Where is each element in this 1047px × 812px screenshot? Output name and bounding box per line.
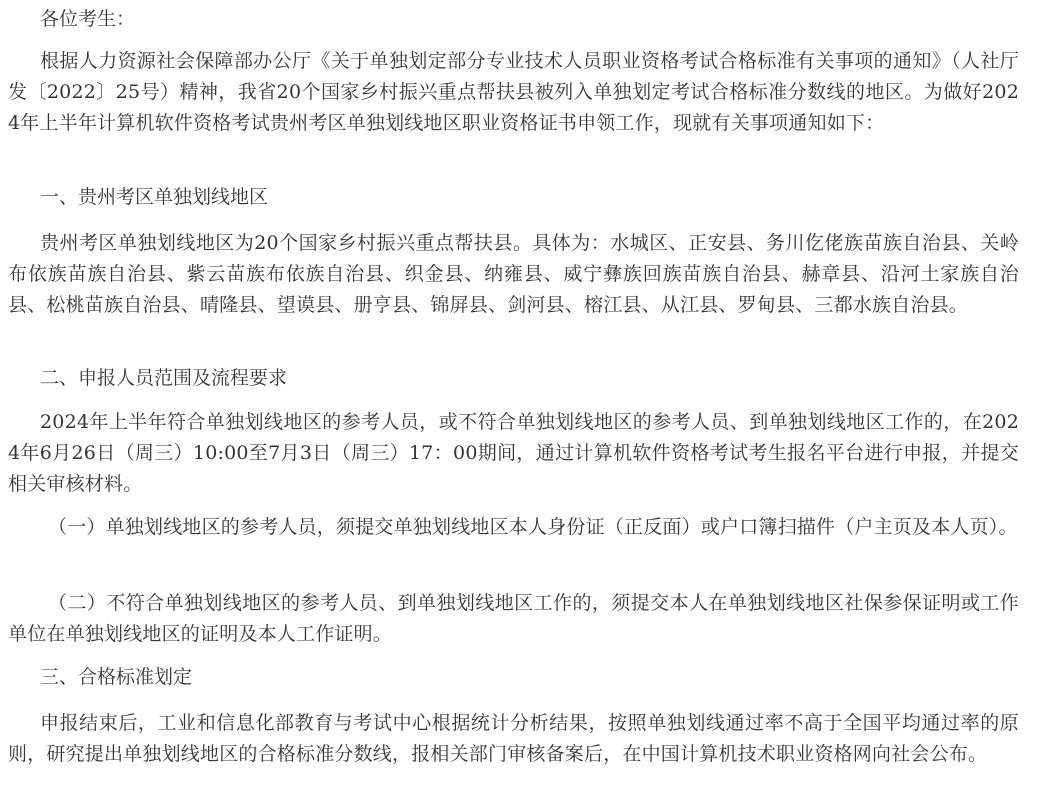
section-1-body: 贵州考区单独划线地区为20个国家乡村振兴重点帮扶县。具体为：水城区、正安县、务川仡佬族苗族自治县、关岭布依族苗族自治县、紫云苗族布依族自治县、织金县、纳雍县、威宁彝族回族苗族自治县、赫章县、沿河土家族自治县、松桃苗族自治县、晴隆县、望谟县、册亨县、锦屏县、剑河县、榕江县、从江县、罗甸县、三都水族自治县。 bbox=[8, 232, 1019, 316]
salutation: 各位考生： bbox=[40, 8, 136, 30]
section-2-body: 2024年上半年符合单独划线地区的参考人员，或不符合单独划线地区的参考人员、到单独划线地区工作的，在2024年6月26日（周三）10:00至7月3日（周三）17：00期间，通过计算机软件资格考试考生报名平台进行申报，并提交相关审核材料。 bbox=[8, 411, 1019, 495]
section-2-heading: 二、申报人员范围及流程要求 bbox=[40, 367, 288, 389]
section-2-item-1: （一）单独划线地区的参考人员，须提交单独划线地区本人身份证（正反面）或户口簿扫描件（户主页及本人页）。 bbox=[48, 516, 1018, 538]
section-1-heading: 一、贵州考区单独划线地区 bbox=[40, 186, 269, 208]
section-3-heading: 三、合格标准划定 bbox=[40, 666, 193, 688]
section-3-body: 申报结束后，工业和信息化部教育与考试中心根据统计分析结果，按照单独划线通过率不高于全国平均通过率的原则，研究提出单独划线地区的合格标准分数线，报相关部门审核备案后，在中国计算机技术职业资格网向社会公布。 bbox=[8, 712, 1019, 765]
section-2-item-2: （二）不符合单独划线地区的参考人员、到单独划线地区工作的，须提交本人在单独划线地区社保参保证明或工作单位在单独划线地区的证明及本人工作证明。 bbox=[8, 592, 1019, 645]
intro-paragraph: 根据人力资源社会保障部办公厅《关于单独划定部分专业技术人员职业资格考试合格标准有关事项的通知》（人社厅发〔2022〕25号）精神，我省20个国家乡村振兴重点帮扶县被列入单独划定考试合格标准分数线的地区。为做好2024年上半年计算机软件资格考试贵州考区单独划线地区职业资格证书申领工作，现就有关事项通知如下： bbox=[8, 50, 1019, 134]
